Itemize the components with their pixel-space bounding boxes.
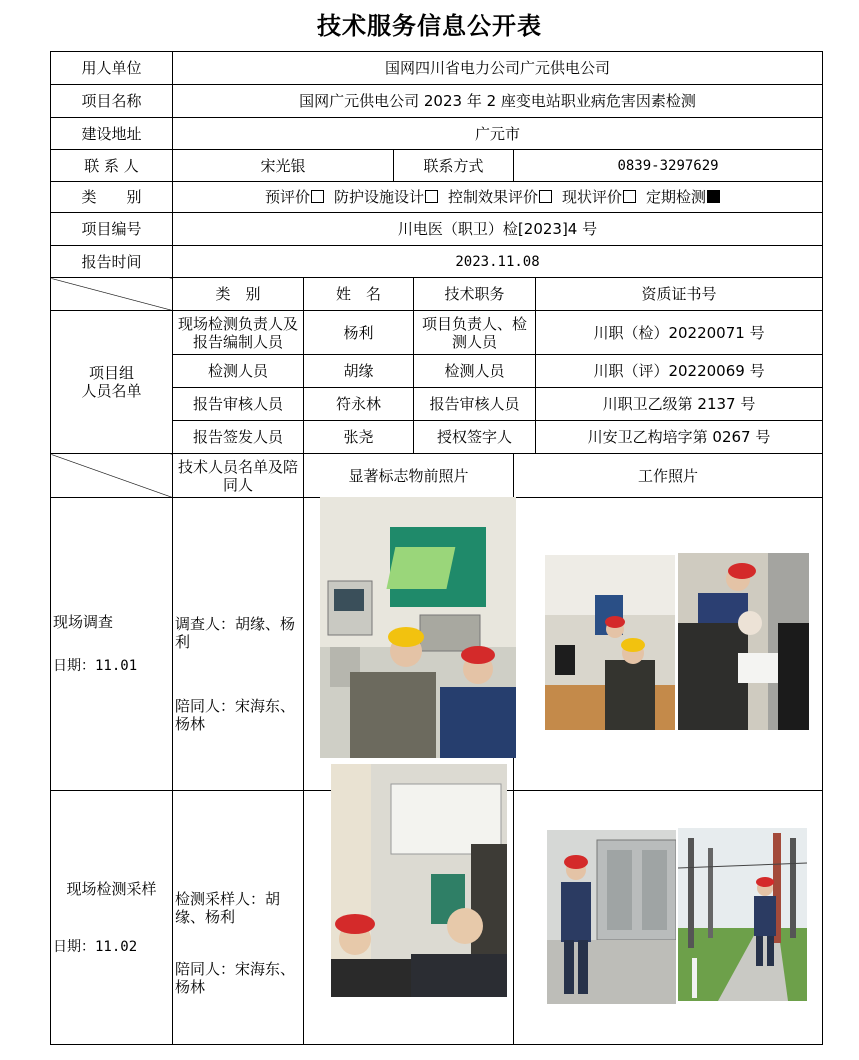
date-value: 2023.11.08 — [173, 246, 823, 278]
sampling-samplers: 检测采样人：胡缘、杨利 — [175, 889, 281, 926]
member-title: 授权签字人 — [414, 421, 536, 454]
sampling-companions: 陪同人：宋海东、杨林 — [175, 959, 296, 996]
category-option-label: 定期检测 — [646, 188, 707, 206]
empty-box-icon — [311, 190, 324, 203]
diagonal-cell — [51, 278, 173, 311]
survey-companions: 陪同人：宋海东、杨林 — [175, 697, 296, 733]
work-header: 工作照片 — [514, 454, 823, 498]
member-name: 张尧 — [304, 421, 414, 454]
date-label: 报告时间 — [51, 246, 173, 278]
category-option-label: 防护设施设计 — [334, 188, 425, 206]
member-cert: 川职（检）20220071 号 — [536, 311, 823, 355]
address-label: 建设地址 — [51, 118, 173, 150]
survey-date: 日期：11.01 — [53, 658, 138, 674]
team-header-role: 类 别 — [173, 278, 304, 311]
member-name: 胡缘 — [304, 355, 414, 388]
page-title: 技术服务信息公开表 — [317, 12, 542, 40]
category-option — [448, 188, 552, 206]
survey-investigators: 调查人：胡缘、杨利 — [175, 615, 296, 651]
member-title: 项目负责人、检测人员 — [414, 311, 536, 355]
member-role: 现场检测负责人及报告编制人员 — [173, 311, 304, 355]
category-option-label: 预评价 — [264, 188, 310, 206]
sampling-persons — [173, 791, 304, 1045]
team-group-label-2: 人员名单 — [81, 382, 142, 400]
number-value: 川电医（职卫）检[2023]4 号 — [173, 213, 823, 246]
survey-section — [51, 498, 173, 791]
member-title: 检测人员 — [414, 355, 536, 388]
member-cert: 川安卫乙构培字第 0267 号 — [536, 421, 823, 454]
survey-landmark-photo — [320, 497, 516, 758]
address-value: 广元市 — [173, 118, 823, 150]
member-name: 杨利 — [304, 311, 414, 355]
team-header-name: 姓 名 — [304, 278, 414, 311]
category-label: 类 别 — [51, 182, 173, 213]
sampling-section — [51, 791, 173, 1045]
survey-label: 现场调查 — [53, 613, 114, 631]
unit-label: 用人单位 — [51, 52, 173, 85]
team-group-label — [51, 311, 173, 454]
member-cert: 川职（评）20220069 号 — [536, 355, 823, 388]
member-role: 报告签发人员 — [173, 421, 304, 454]
member-title: 报告审核人员 — [414, 388, 536, 421]
phone-label: 联系方式 — [394, 150, 514, 182]
empty-box-icon — [623, 190, 636, 203]
contact-value: 宋光银 — [173, 150, 394, 182]
category-option — [265, 188, 324, 206]
project-value: 国网广元供电公司 2023 年 2 座变电站职业病危害因素检测 — [173, 85, 823, 118]
project-label: 项目名称 — [51, 85, 173, 118]
team-header-title: 技术职务 — [414, 278, 536, 311]
member-role: 检测人员 — [173, 355, 304, 388]
sampling-landmark-photo — [331, 764, 507, 997]
team-header-cert: 资质证书号 — [536, 278, 823, 311]
sampling-label: 现场检测采样 — [66, 879, 157, 898]
category-option — [334, 188, 438, 206]
sampling-work-photo-2 — [678, 828, 807, 1001]
survey-persons — [173, 498, 304, 791]
persons-header: 技术人员名单及陪同人 — [173, 454, 304, 498]
member-role: 报告审核人员 — [173, 388, 304, 421]
diagonal-cell-2 — [51, 454, 173, 498]
unit-value: 国网四川省电力公司广元供电公司 — [173, 52, 823, 85]
phone-value: 0839-3297629 — [514, 150, 823, 182]
survey-work-photo-1 — [545, 555, 675, 730]
member-name: 符永林 — [304, 388, 414, 421]
checked-box-icon — [707, 190, 720, 203]
member-cert: 川职卫乙级第 2137 号 — [536, 388, 823, 421]
empty-box-icon — [539, 190, 552, 203]
team-group-label-1: 项目组 — [88, 364, 134, 382]
category-option — [646, 188, 720, 206]
category-options — [173, 182, 823, 213]
contact-label: 联 系 人 — [51, 150, 173, 182]
landmark-header: 显著标志物前照片 — [304, 454, 514, 498]
category-option-label: 现状评价 — [562, 188, 623, 206]
number-label: 项目编号 — [51, 213, 173, 246]
empty-box-icon — [425, 190, 438, 203]
sampling-work-photo-1 — [547, 830, 676, 1004]
category-option — [562, 188, 636, 206]
sampling-date: 日期：11.02 — [53, 938, 138, 955]
survey-work-photo-2 — [678, 553, 809, 730]
category-option-label: 控制效果评价 — [448, 188, 539, 206]
